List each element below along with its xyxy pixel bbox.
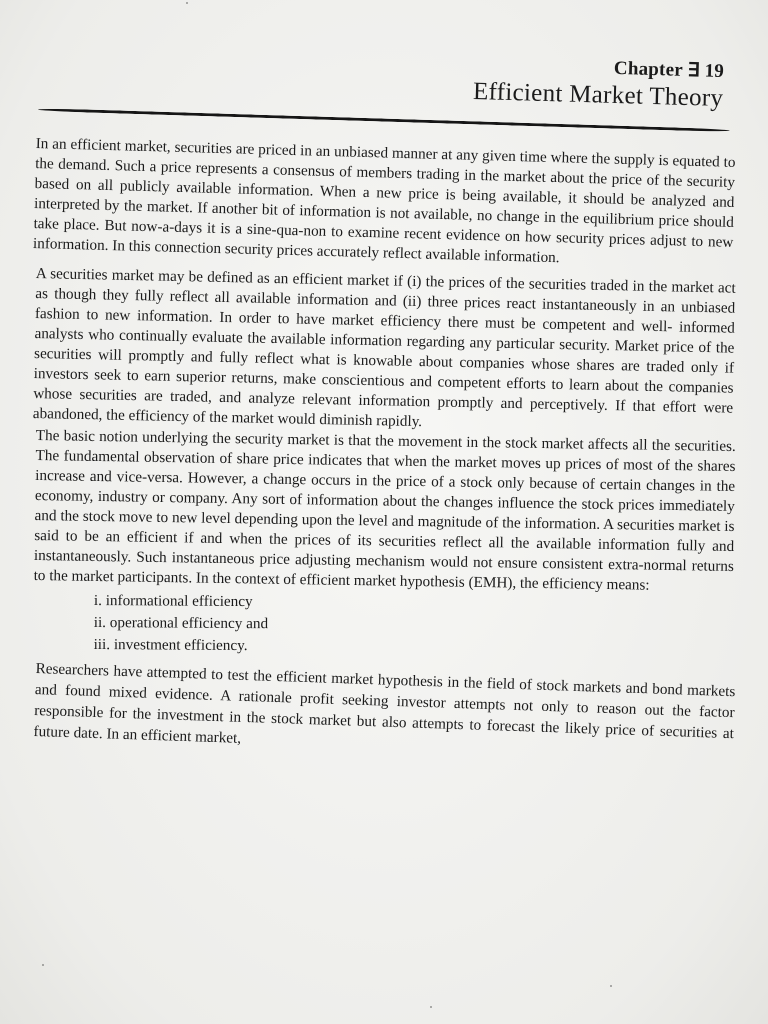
paragraph-2: A securities market may be defined as an efficient market if (i) the prices of the securities traded in the market act as though they fully reflect all available information and (ii) three prices react instantaneously in an unbiased fashion to new information. In order to have market efficiency there must be competent and well- informed analysts who continually evaluate the available information regarding any particular security. Market price of the securities will promptly and fully reflect what is knowable about companies whose shares are traded only if investors seek to earn superior returns, make conscientious and competent efforts to learn about the companies whose securities are traded, and analyze relevant information promptly and perceptively. If that effort were abandoned, the efficiency of the market would diminish rapidly. — [32, 264, 736, 431]
chapter-number: Chapter ∃ 19 — [613, 57, 724, 82]
list-item: ii. operational efficiency and — [93, 613, 269, 633]
chapter-header — [472, 53, 724, 113]
chapter-title: Efficient Market Theory — [472, 78, 724, 112]
header-rule — [38, 108, 730, 132]
scan-speck — [42, 964, 44, 966]
paragraph-4: Researchers have attempted to test the efficient market hypothesis in the field of stock markets and bond markets and found mixed evidence. A rationale profit seeking investor attempts not only to reason out the factor responsible for the investment in the stock market but also attempts to forecast the likely price of securities at future date. In an efficient market, — [33, 659, 736, 747]
paragraph-1: In an efficient market, securities are priced in an unbiased manner at any given time where the supply is equated to the demand. Such a price represents a consensus of members trading in the market about the price of the security based on all publicly available information. When a new price is being available, it should be analyzed and interpreted by the market. If another bit of information is not available, no change in the equilibrium price should take place. But now-a-days it is a sine-qua-non to examine recent evidence on how security prices adjust to new information. In this connection security prices accurately reflect available information. — [32, 134, 736, 267]
efficiency-list — [94, 590, 736, 660]
list-item: iii. investment efficiency. — [93, 635, 248, 655]
scan-speck — [610, 985, 612, 987]
scan-speck — [430, 1006, 432, 1008]
scan-speck — [186, 2, 188, 4]
body-text — [32, 134, 736, 747]
list-item: i. informational efficiency — [93, 591, 253, 611]
paragraph-3: The basic notion underlying the security market is that the movement in the stock market affects all the securities. The fundamental observation of share price indicates that when the market moves up prices of most of the shares increase and vice-versa. However, a change occurs in the price of a stock only because of certain changes in the economy, industry or company. Any sort of information about the changes influence the stock prices immediately and the stock move to new level depending upon the level and magnitude of the information. A securities market is said to be an efficient if and when the prices of its securities reflect all the available information fully and instantaneously. Such instantaneous price adjusting mechanism would not ensure consistent extra-normal returns to the market participants. In the context of efficient market hypothesis (EMH), the efficiency means: — [33, 426, 736, 594]
